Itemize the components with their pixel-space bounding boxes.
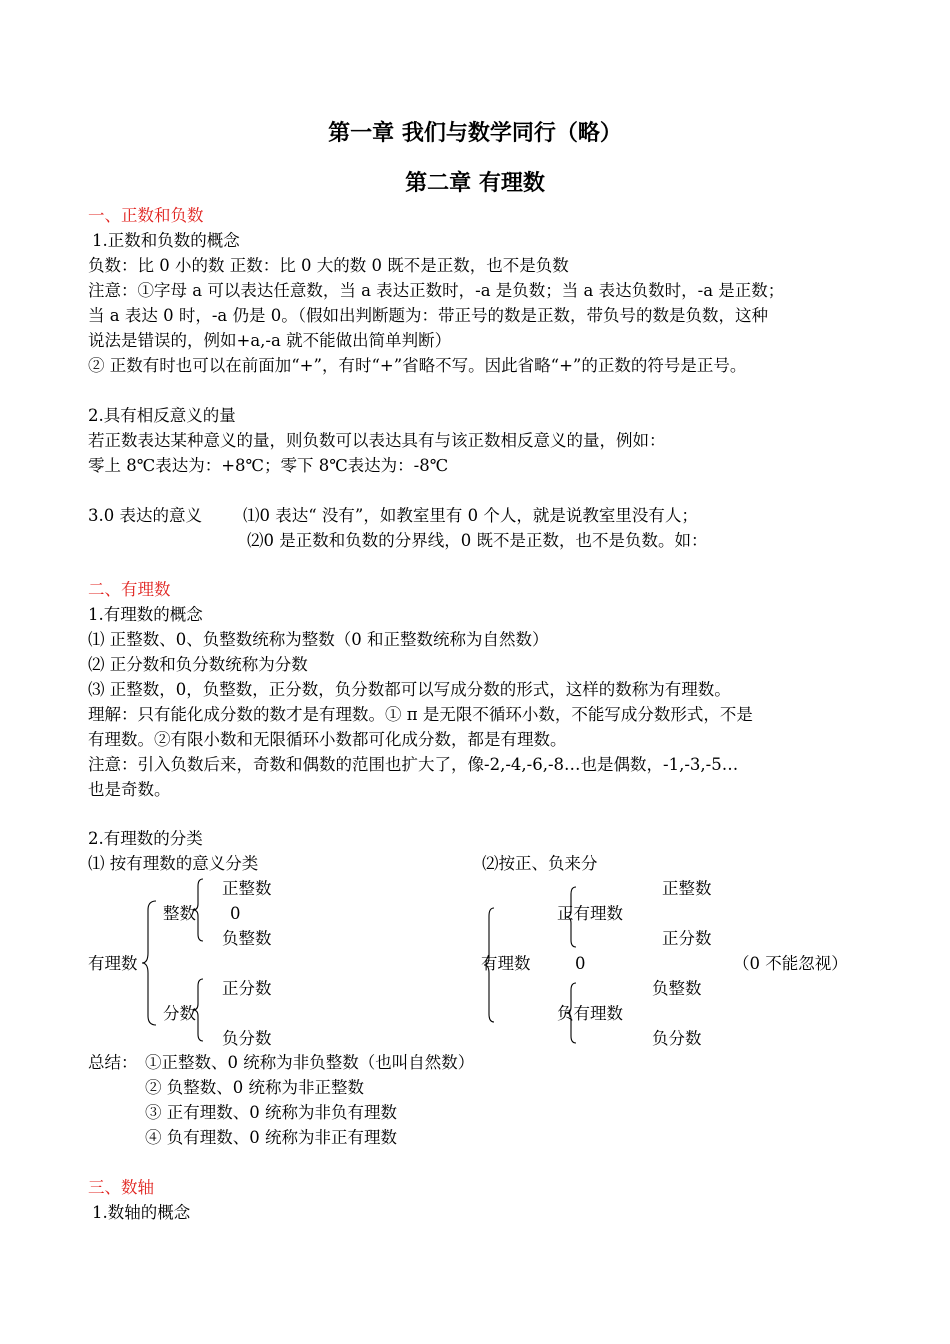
class-left-zero: 0 [230,904,241,923]
chapter2-title: 第二章 有理数 [405,171,545,196]
summary-label: 总结： [88,1053,138,1072]
s1-zero-item-2: ⑵0 是正数和负数的分界线，0 既不是正数，也不是负数。如： [247,531,708,550]
class-left-title: ⑴ 按有理数的意义分类 [88,854,259,873]
s1-opposite-line-2: 零上 8℃表达为：+8℃；零下 8℃表达为：-8℃ [88,456,449,475]
s1-opposite-line-1: 若正数表达某种意义的量，则负数可以表达具有与该正数相反意义的量，例如： [88,431,666,450]
class-right-pos-rational: 正有理数 [557,904,623,923]
brace-left-integer [193,878,205,942]
class-right-zero: 0 [575,954,586,973]
s2-notice-line-1: 注意：引入负数后来，奇数和偶数的范围也扩大了，像-2,-4,-6,-8…也是偶数，-1,-3,-5… [88,755,739,774]
summary-item-4: ④ 负有理数、0 统称为非正有理数 [145,1128,397,1147]
s2-item-3: ⑶ 正整数，0，负整数，正分数，负分数都可以写成分数的形式，这样的数称为有理数。 [88,680,731,699]
s1-note-line-3: 说法是错误的，例如+a,-a 就不能做出简单判断） [88,331,452,350]
class-right-root: 有理数 [481,954,531,973]
s1-definition-line: 负数：比 0 小的数 正数：比 0 大的数 0 既不是正数，也不是负数 [88,256,569,275]
brace-left-fraction [193,978,205,1042]
class-right-neg-rational: 负有理数 [557,1004,623,1023]
class-right-neg-frac: 负分数 [652,1029,702,1048]
summary-item-3: ③ 正有理数、0 统称为非负有理数 [145,1103,397,1122]
s1-subtitle-zero: 3.0 表达的意义 [88,506,202,525]
s2-item-2: ⑵ 正分数和负分数统称为分数 [88,655,308,674]
section1-heading: 一、正数和负数 [88,206,204,225]
class-left-root: 有理数 [88,954,138,973]
class-right-zero-note: （0 不能忽视） [733,954,848,973]
class-right-pos-int: 正整数 [662,879,712,898]
s1-note-line-2: 当 a 表达 0 时，-a 仍是 0。（假如出判断题为：带正号的数是正数，带负号的数是负数，这种 [88,306,768,325]
s1-zero-item-1: ⑴0 表达“ 没有”，如教室里有 0 个人，就是说教室里没有人； [243,506,698,525]
s1-note-line-1: 注意：①字母 a 可以表达任意数，当 a 表达正数时，-a 是负数；当 a 表达负数时，-a 是正数； [88,281,785,300]
s3-subtitle-number-line: 1.数轴的概念 [92,1203,191,1222]
s2-subtitle-classification: 2.有理数的分类 [88,829,203,848]
s2-understand-line-2: 有理数。②有限小数和无限循环小数都可化成分数，都是有理数。 [88,730,567,749]
brace-right-positive [566,886,578,948]
s2-item-1: ⑴ 正整数、0、负整数统称为整数（0 和正整数统称为自然数） [88,630,549,649]
s2-subtitle-concept: 1.有理数的概念 [88,605,203,624]
class-right-title: ⑵按正、负来分 [482,854,598,873]
summary-item-1: ①正整数、0 统称为非负整数（也叫自然数） [145,1053,475,1072]
class-left-integer: 整数 [163,904,196,923]
section3-heading: 三、数轴 [88,1178,154,1197]
class-left-fraction: 分数 [163,1004,196,1023]
brace-right-root [484,907,496,1023]
s1-subtitle-concept: 1.正数和负数的概念 [92,231,240,250]
s2-understand-line-1: 理解：只有能化成分数的数才是有理数。① π 是无限不循环小数，不能写成分数形式，不是 [88,705,753,724]
class-left-pos-frac: 正分数 [222,979,272,998]
summary-item-2: ② 负整数、0 统称为非正整数 [145,1078,364,1097]
brace-right-negative [566,982,578,1044]
class-left-pos-int: 正整数 [222,879,272,898]
section2-heading: 二、有理数 [88,580,171,599]
s1-note-line-4: ② 正数有时也可以在前面加“+”，有时“+”省略不写。因此省略“+”的正数的符号是正号。 [88,356,747,375]
class-left-neg-int: 负整数 [222,929,272,948]
class-right-pos-frac: 正分数 [662,929,712,948]
class-right-neg-int: 负整数 [652,979,702,998]
s1-subtitle-opposite: 2.具有相反意义的量 [88,406,236,425]
class-left-neg-frac: 负分数 [222,1029,272,1048]
chapter1-title: 第一章 我们与数学同行（略） [328,121,622,146]
s2-notice-line-2: 也是奇数。 [88,780,171,799]
brace-left-root [142,900,158,1026]
